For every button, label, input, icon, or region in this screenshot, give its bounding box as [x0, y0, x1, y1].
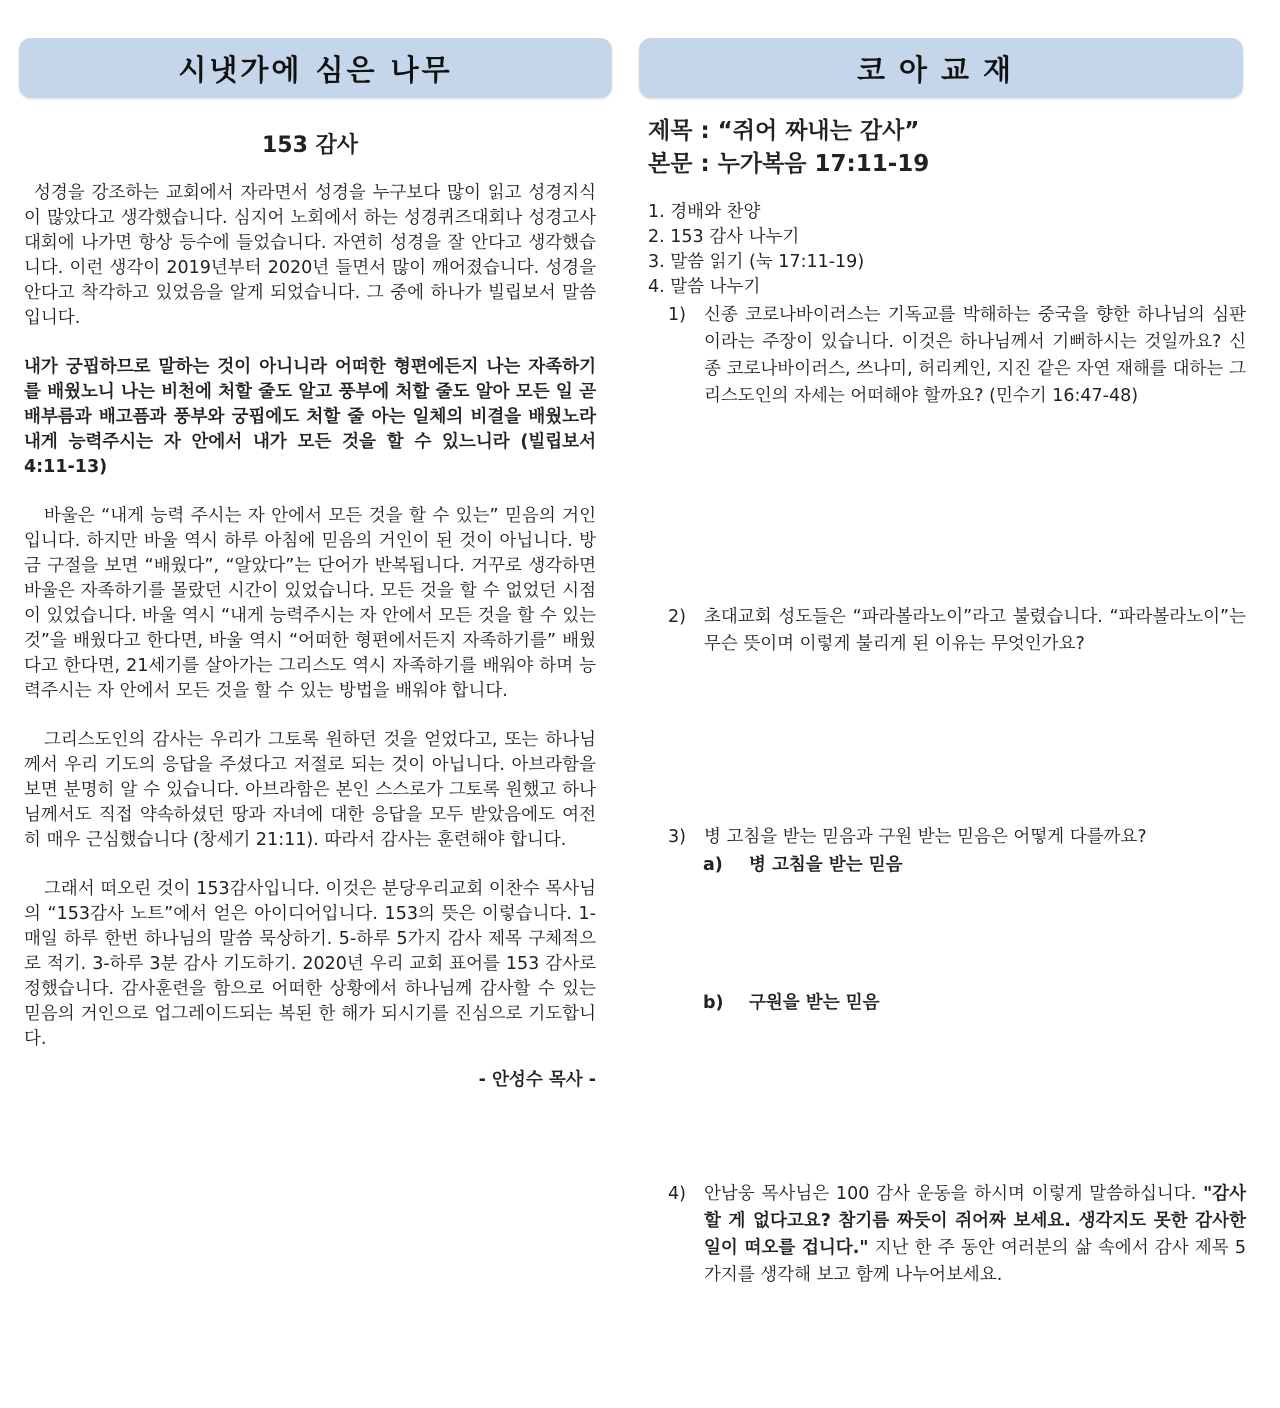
essay-paragraph-4: 그래서 떠오린 것이 153감사입니다. 이것은 분당우리교회 이찬수 목사님의 “153감사 노트”에서 얻은 아이디어입니다. 153의 뜻은 이렇습니다. 1-매일 하루 한번 하나님의 말씀 묵상하기. 5-하루 5가지 감사 제목 구체적으로 적기. 3-하루 3분 감사 기도하기. 2020년 우리 교회 표어를 153 감사로 정했습니다. 감사훈련을 함으로 어떠한 상황에서 하나님께 감사할 수 있는 믿음의 거인으로 업그레이드되는 복된 한 해가 되시기를 진심으로 기도합니다.	[24, 879, 596, 1049]
question-3	[668, 824, 1268, 851]
author-signature: - 안성수 목사 -	[478, 1070, 596, 1090]
question-text: 초대교회 성도들은 “파라볼라노이”라고 불렸습니다. “파라볼라노이”는 무슨 뜻이며 이렇게 불리게 된 이유는 무엇인가요?	[704, 607, 1246, 654]
scripture-quote: 내가 궁핍하므로 말하는 것이 아니니라 어떠한 형편에든지 나는 자족하기를 배웠노니 나는 비천에 처할 줄도 알고 풍부에 처할 줄도 알아 모든 일 곧 배부름과 배고픔과 풍부와 궁핍에도 처할 줄 아는 일체의 비결을 배웠노라 내게 능력주시는 자 안에서 내가 모든 것을 할 수 있느니라 (빌립보서 4:11-13)	[24, 357, 596, 477]
service-outline	[648, 200, 1260, 300]
right-header-banner: 코아교재	[639, 38, 1243, 98]
left-header-banner: 시냇가에 심은 나무	[19, 38, 612, 98]
essay-paragraph-1: 성경을 강조하는 교회에서 자라면서 성경을 누구보다 많이 읽고 성경지식이 많았다고 생각했습니다. 심지어 노회에서 하는 성경퀴즈대회나 성경고사대회에 나가면 항상 등수에 들었습니다. 자연히 성경을 잘 안다고 생각했습니다. 이런 생각이 2019년부터 2020년 들면서 많이 깨어졌습니다. 성경을 안다고 착각하고 있었음을 알게 되었습니다. 그 중에 하나가 빌립보서 말씀입니다.	[24, 183, 596, 328]
question-2	[668, 604, 1246, 658]
question-text-prompt: 지난 한 주 동안 여러분의 삶 속에서 감사 제목 5가지를 생각해 보고 함께 나누어보세요.	[704, 1238, 1246, 1285]
sub-question-a	[703, 851, 903, 876]
outline-item: 1. 경배와 찬양	[648, 202, 761, 222]
highlighted-quote: "감사할 게 없다고요? 참기름 짜듯이 쥐어짜 보세요. 생각지도 못한 감사한 일이 떠오를 겁니다."	[704, 1184, 1246, 1258]
outline-item: 2. 153 감사 나누기	[648, 227, 800, 247]
question-1	[668, 302, 1246, 410]
question-text-intro: 안남웅 목사님은 100 감사 운동을 하시며 이렇게 말씀하십니다.	[704, 1184, 1204, 1204]
question-text	[704, 1181, 1246, 1289]
sub-question-b	[703, 989, 880, 1014]
question-text: 신종 코로나바이러스는 기독교를 박해하는 중국을 향한 하나님의 심판이라는 주장이 있습니다. 이것은 하나님께서 기뻐하시는 것일까요? 신종 코로나바이러스, 쓰나미, 허리케인, 지진 같은 자연 재해를 대하는 그리스도인의 자세는 어떠해야 할까요? (민수기 16:47-48)	[704, 305, 1246, 406]
outline-item: 4. 말씀 나누기	[648, 277, 761, 297]
question-number: 2)	[668, 607, 686, 627]
lesson-title: 제목 : “쥐어 짜내는 감사”	[648, 118, 920, 144]
question-number: 4)	[668, 1184, 686, 1204]
lesson-scripture: 본문 : 누가복음 17:11-19	[648, 151, 930, 177]
sub-question-label: b)	[703, 993, 724, 1013]
essay-column	[24, 128, 596, 1091]
question-text: 병 고침을 받는 믿음과 구원 받는 믿음은 어떻게 다를까요?	[704, 827, 1147, 847]
outline-item: 3. 말씀 읽기 (눅 17:11-19)	[648, 252, 865, 272]
sub-question-text: 구원을 받는 믿음	[749, 993, 880, 1013]
essay-title: 153 감사	[261, 133, 359, 158]
essay-paragraph-2: 바울은 “내게 능력 주시는 자 안에서 모든 것을 할 수 있는” 믿음의 거인입니다. 하지만 바울 역시 하루 아침에 믿음의 거인이 된 것이 아닙니다. 방금 구절을 보면 “배웠다”, “알았다”는 단어가 반복됩니다. 거꾸로 생각하면 바울은 자족하기를 몰랐던 시간이 있었습니다. 모든 것을 할 수 없었던 시점이 있었습니다. 바울 역시 “내게 능력주시는 자 안에서 모든 것을 할 수 있는 것”을 배웠다고 한다면, 바울 역시 “어떠한 형편에서든지 자족하기를” 배웠다고 한다면, 21세기를 살아가는 그리스도 역시 자족하기를 배워야 하며 능력주시는 자 안에서 모든 것을 할 수 있는 방법을 배워야 합니다.	[24, 506, 596, 701]
question-number: 3)	[668, 827, 686, 847]
question-4	[668, 1181, 1246, 1289]
question-number: 1)	[668, 305, 686, 325]
essay-paragraph-3: 그리스도인의 감사는 우리가 그토록 원하던 것을 얻었다고, 또는 하나님께서 우리 기도의 응답을 주셨다고 저절로 되는 것이 아닙니다. 아브라함을 보면 분명히 알 수 있습니다. 아브라함은 본인 스스로가 그토록 원했고 하나님께서도 직접 약속하셨던 땅과 자녀에 대한 응답을 모두 받았음에도 여전히 매우 근심했습니다 (창세기 21:11). 따라서 감사는 훈련해야 합니다.	[24, 730, 596, 850]
sub-question-label: a)	[703, 855, 723, 875]
sub-question-text: 병 고침을 받는 믿음	[749, 855, 903, 875]
